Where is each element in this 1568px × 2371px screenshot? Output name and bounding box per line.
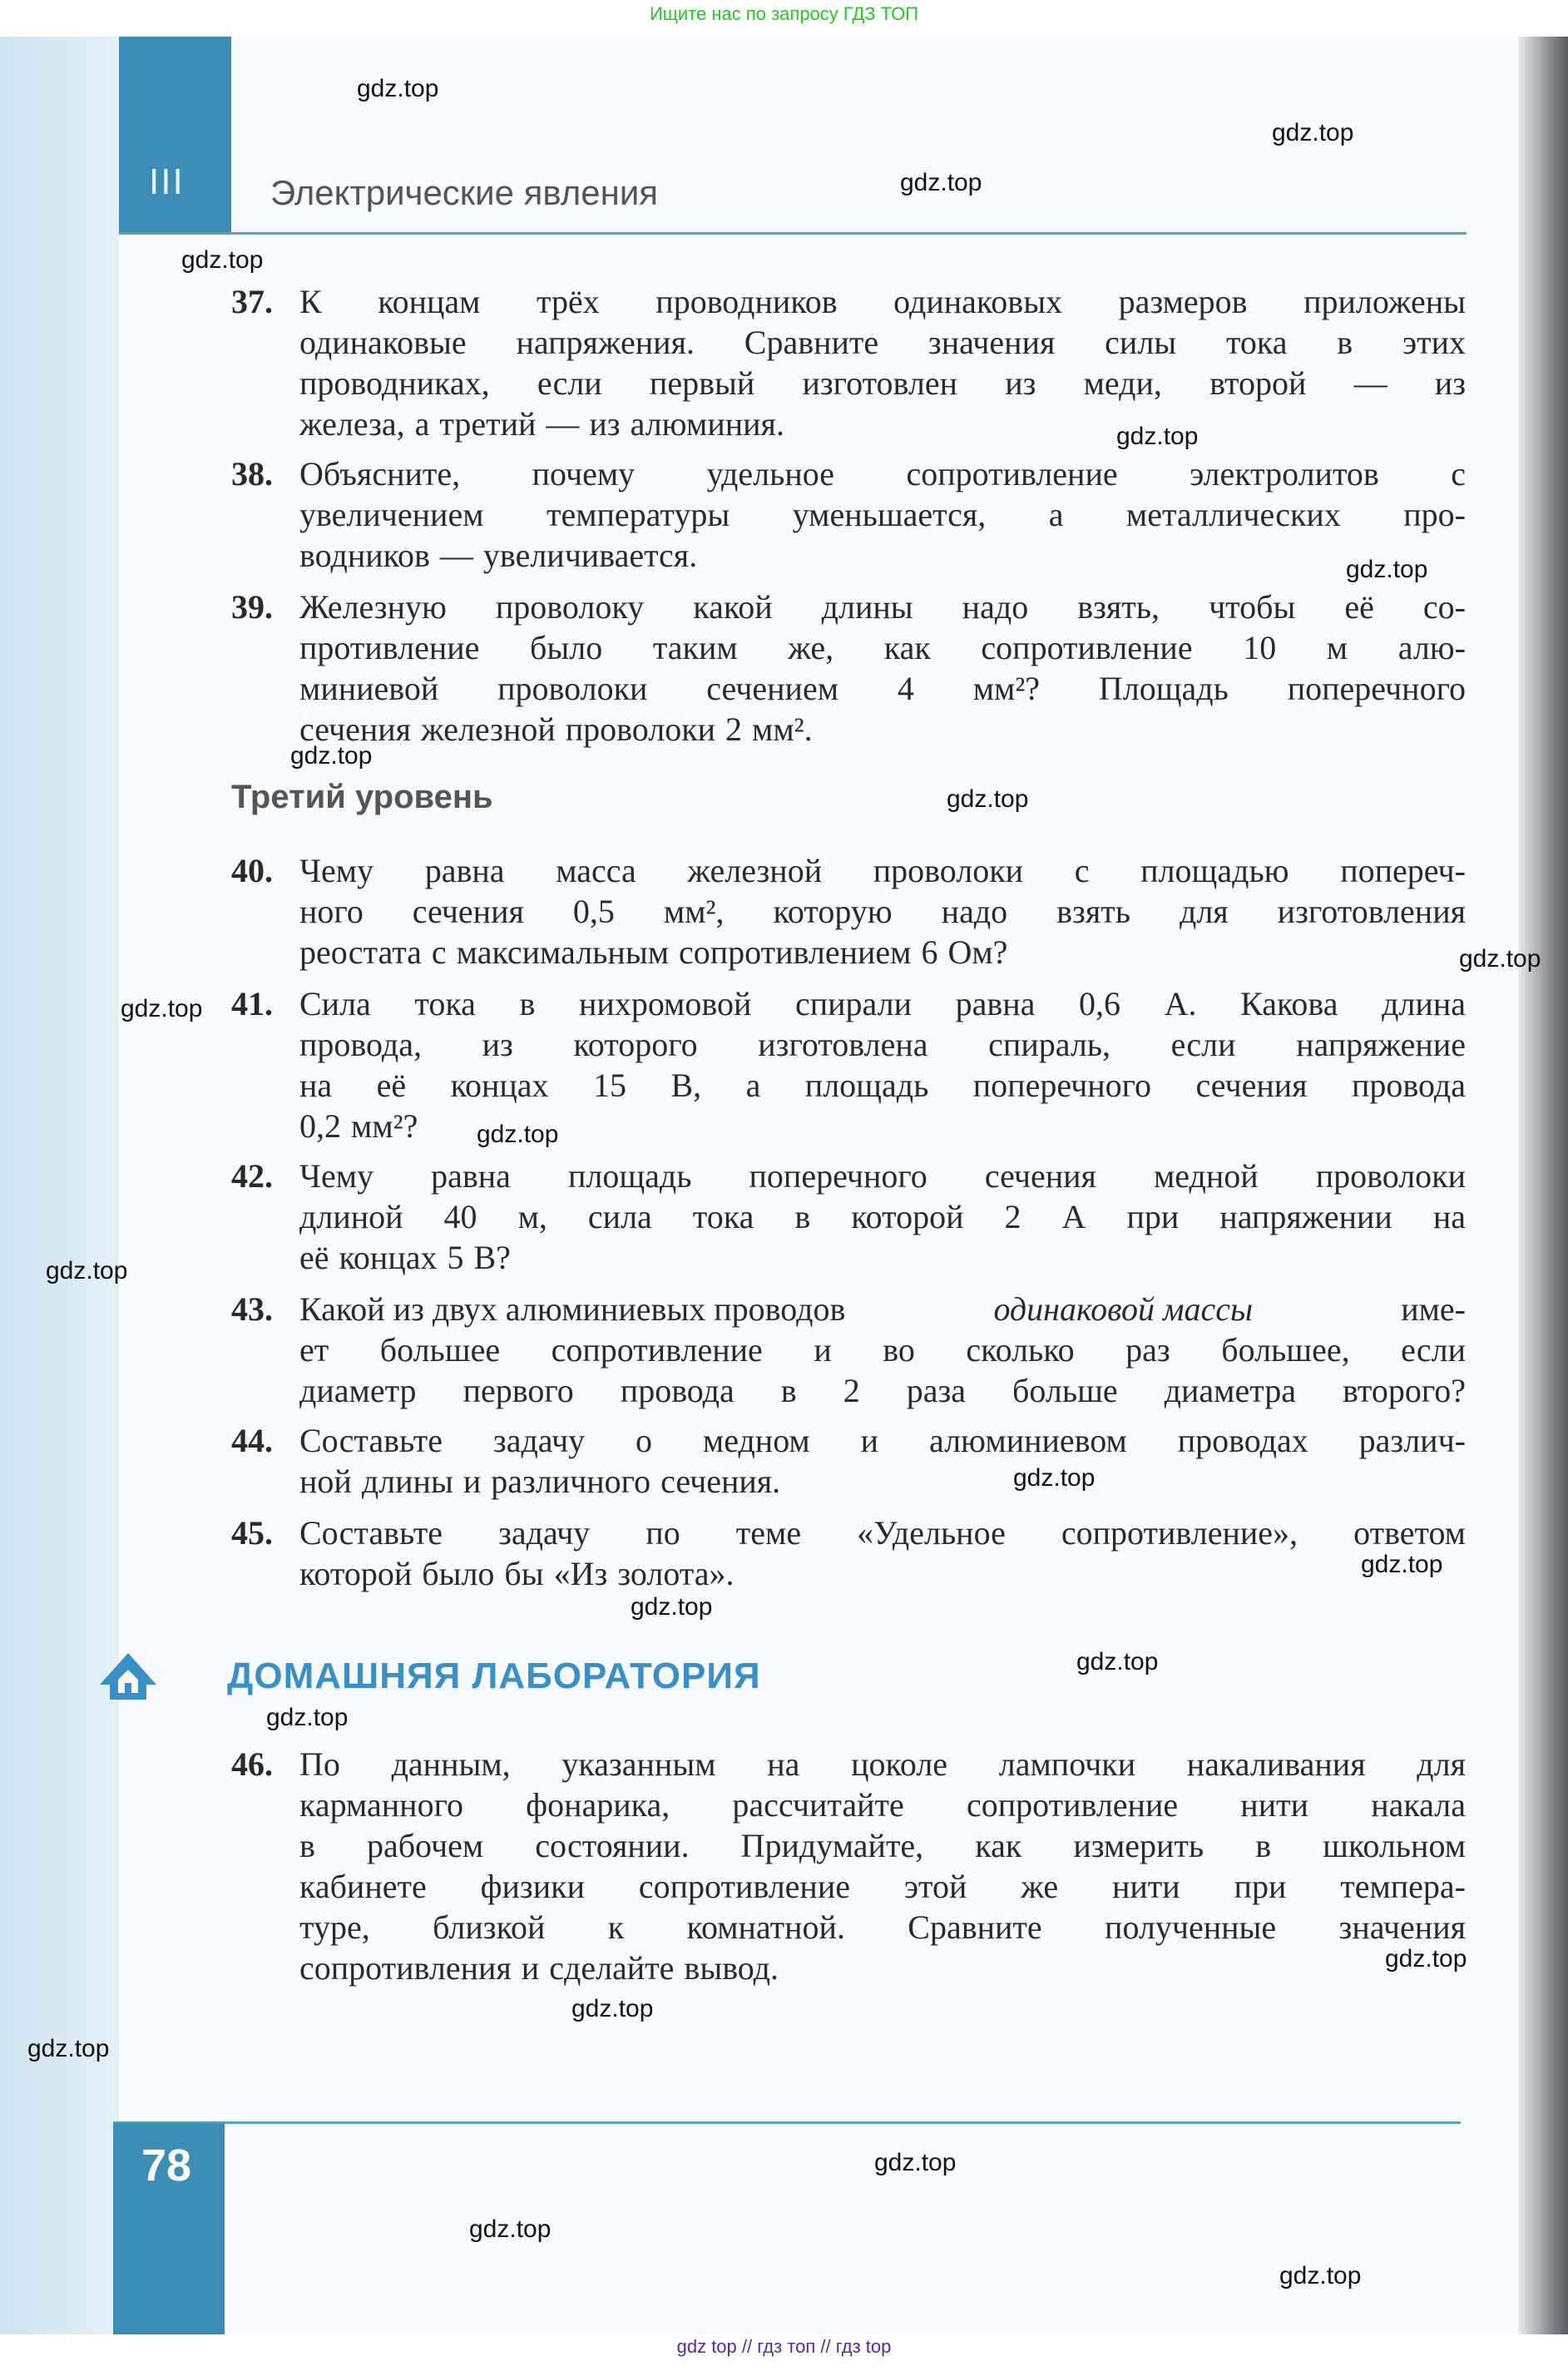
watermark: gdz.top xyxy=(181,246,264,274)
page-binding-shadow xyxy=(1518,37,1568,2334)
text-line: Чему равна масса железной проволоки с площадью попереч- xyxy=(299,852,1466,889)
problem-number: 37. xyxy=(231,283,273,320)
text-line: 0,2 мм²? xyxy=(299,1107,418,1145)
chapter-numeral: III xyxy=(149,161,185,202)
text-line: в рабочем состоянии. Придумайте, как измерить в школьном xyxy=(299,1827,1466,1864)
watermark: gdz.top xyxy=(1459,945,1541,973)
page-number-tab xyxy=(113,2123,225,2334)
header-rule xyxy=(119,232,1467,235)
watermark: gdz.top xyxy=(874,2149,957,2176)
text-line: противление было таким же, как сопротивление 10 м алю- xyxy=(299,629,1466,666)
home-lab-heading: ДОМАШНЯЯ ЛАБОРАТОРИЯ xyxy=(227,1656,761,1696)
text-line: ного сечения 0,5 мм², которую надо взять для изготовления xyxy=(299,893,1466,930)
watermark: gdz.top xyxy=(1116,423,1199,450)
text-line: карманного фонарика, рассчитайте сопротивление нити накала xyxy=(299,1786,1466,1824)
bottom-banner[interactable]: gdz top // гдз топ // гдз top xyxy=(676,2336,892,2357)
text-line: К концам трёх проводников одинаковых размеров приложены xyxy=(299,283,1466,320)
text-line: её концах 5 В? xyxy=(299,1239,511,1276)
watermark: gdz.top xyxy=(571,1995,654,2022)
watermark: gdz.top xyxy=(631,1593,713,1621)
text-line: Чему равна площадь поперечного сечения медной проволоки xyxy=(299,1157,1466,1195)
text-segment: Какой из двух алюминиевых проводов xyxy=(299,1290,846,1328)
text-line: туре, близкой к комнатной. Сравните полученные значения xyxy=(299,1908,1466,1946)
problem-39 xyxy=(231,587,1466,750)
text-line xyxy=(299,1289,1466,1329)
home-lab-icon xyxy=(98,1651,158,1701)
problem-number: 43. xyxy=(231,1290,273,1328)
problem-42 xyxy=(231,1156,1466,1278)
text-line: увеличением температуры уменьшается, а металлических про- xyxy=(299,496,1466,533)
text-line: кабинете физики сопротивление этой же нити при темпера- xyxy=(299,1868,1466,1905)
problem-38 xyxy=(231,453,1466,576)
text-line: Сила тока в нихромовой спирали равна 0,6 А. Какова длина xyxy=(299,985,1466,1022)
text-line: Составьте задачу по теме «Удельное сопротивление», ответом xyxy=(299,1514,1466,1552)
watermark: gdz.top xyxy=(1076,1648,1159,1676)
watermark: gdz.top xyxy=(1279,2262,1362,2289)
page-margin xyxy=(0,37,119,2334)
problem-number: 46. xyxy=(231,1745,273,1783)
text-line: сечения железной проволоки 2 мм². xyxy=(299,710,813,748)
text-line: ной длины и различного сечения. xyxy=(299,1463,781,1500)
watermark: gdz.top xyxy=(900,169,982,196)
problem-number: 42. xyxy=(231,1157,273,1195)
text-line: реостата с максимальным сопротивлением 6 Ом? xyxy=(299,933,1008,971)
top-banner[interactable]: Ищите нас по запросу ГДЗ ТОП xyxy=(649,3,919,24)
problem-45 xyxy=(231,1512,1466,1594)
text-line: ет большее сопротивление и во сколько раз большее, если xyxy=(299,1331,1466,1369)
watermark: gdz.top xyxy=(477,1121,559,1148)
emphasis: одинаковой массы xyxy=(993,1290,1254,1328)
text-line: Составьте задачу о медном и алюминиевом проводах различ- xyxy=(299,1422,1466,1459)
problem-46 xyxy=(231,1744,1466,1988)
level-heading: Третий уровень xyxy=(231,779,493,815)
watermark: gdz.top xyxy=(1346,556,1428,583)
watermark: gdz.top xyxy=(357,75,439,102)
text-line: железа, а третий — из алюминия. xyxy=(299,405,784,443)
watermark: gdz.top xyxy=(290,742,373,770)
text-segment: име- xyxy=(1401,1290,1466,1328)
chapter-tab xyxy=(119,37,231,233)
watermark: gdz.top xyxy=(46,1257,128,1284)
problem-40 xyxy=(231,850,1466,973)
watermark: gdz.top xyxy=(27,2035,110,2062)
text-line: одинаковые напряжения. Сравните значения силы тока в этих xyxy=(299,324,1466,361)
problem-44 xyxy=(231,1420,1466,1502)
problem-number: 40. xyxy=(231,852,273,889)
watermark: gdz.top xyxy=(947,785,1029,813)
watermark: gdz.top xyxy=(1361,1551,1443,1578)
footer-rule xyxy=(113,2121,1461,2124)
text-line: провода, из которого изготовлена спираль, если напряжение xyxy=(299,1026,1466,1063)
problem-number: 44. xyxy=(231,1422,273,1459)
text-line: диаметр первого провода в 2 раза больше диаметра второго? xyxy=(299,1372,1466,1409)
problem-43 xyxy=(231,1289,1466,1411)
problem-37 xyxy=(231,281,1466,444)
text-line: миниевой проволоки сечением 4 мм²? Площадь поперечного xyxy=(299,670,1466,707)
text-line: водников — увеличивается. xyxy=(299,537,698,574)
watermark: gdz.top xyxy=(1385,1945,1467,1973)
text-line: на её концах 15 В, а площадь поперечного сечения провода xyxy=(299,1067,1466,1104)
page-number: 78 xyxy=(141,2141,192,2190)
watermark: gdz.top xyxy=(266,1704,349,1731)
text-line: сопротивления и сделайте вывод. xyxy=(299,1949,779,1987)
chapter-title: Электрические явления xyxy=(270,173,659,212)
watermark: gdz.top xyxy=(469,2215,552,2243)
problem-number: 41. xyxy=(231,985,273,1022)
watermark: gdz.top xyxy=(1013,1464,1096,1492)
text-line: проводниках, если первый изготовлен из меди, второй — из xyxy=(299,364,1466,402)
text-line: длиной 40 м, сила тока в которой 2 А при напряжении на xyxy=(299,1198,1466,1235)
problem-number: 45. xyxy=(231,1514,273,1552)
problem-number: 38. xyxy=(231,455,273,493)
text-line: По данным, указанным на цоколе лампочки накаливания для xyxy=(299,1745,1466,1783)
text-line: Железную проволоку какой длины надо взять, чтобы её со- xyxy=(299,588,1466,626)
problem-number: 39. xyxy=(231,588,273,626)
problem-41 xyxy=(231,983,1466,1146)
text-line: Объясните, почему удельное сопротивление электролитов с xyxy=(299,455,1466,493)
watermark: gdz.top xyxy=(121,995,203,1022)
watermark: gdz.top xyxy=(1272,119,1354,146)
text-line: которой было бы «Из золота». xyxy=(299,1555,735,1592)
